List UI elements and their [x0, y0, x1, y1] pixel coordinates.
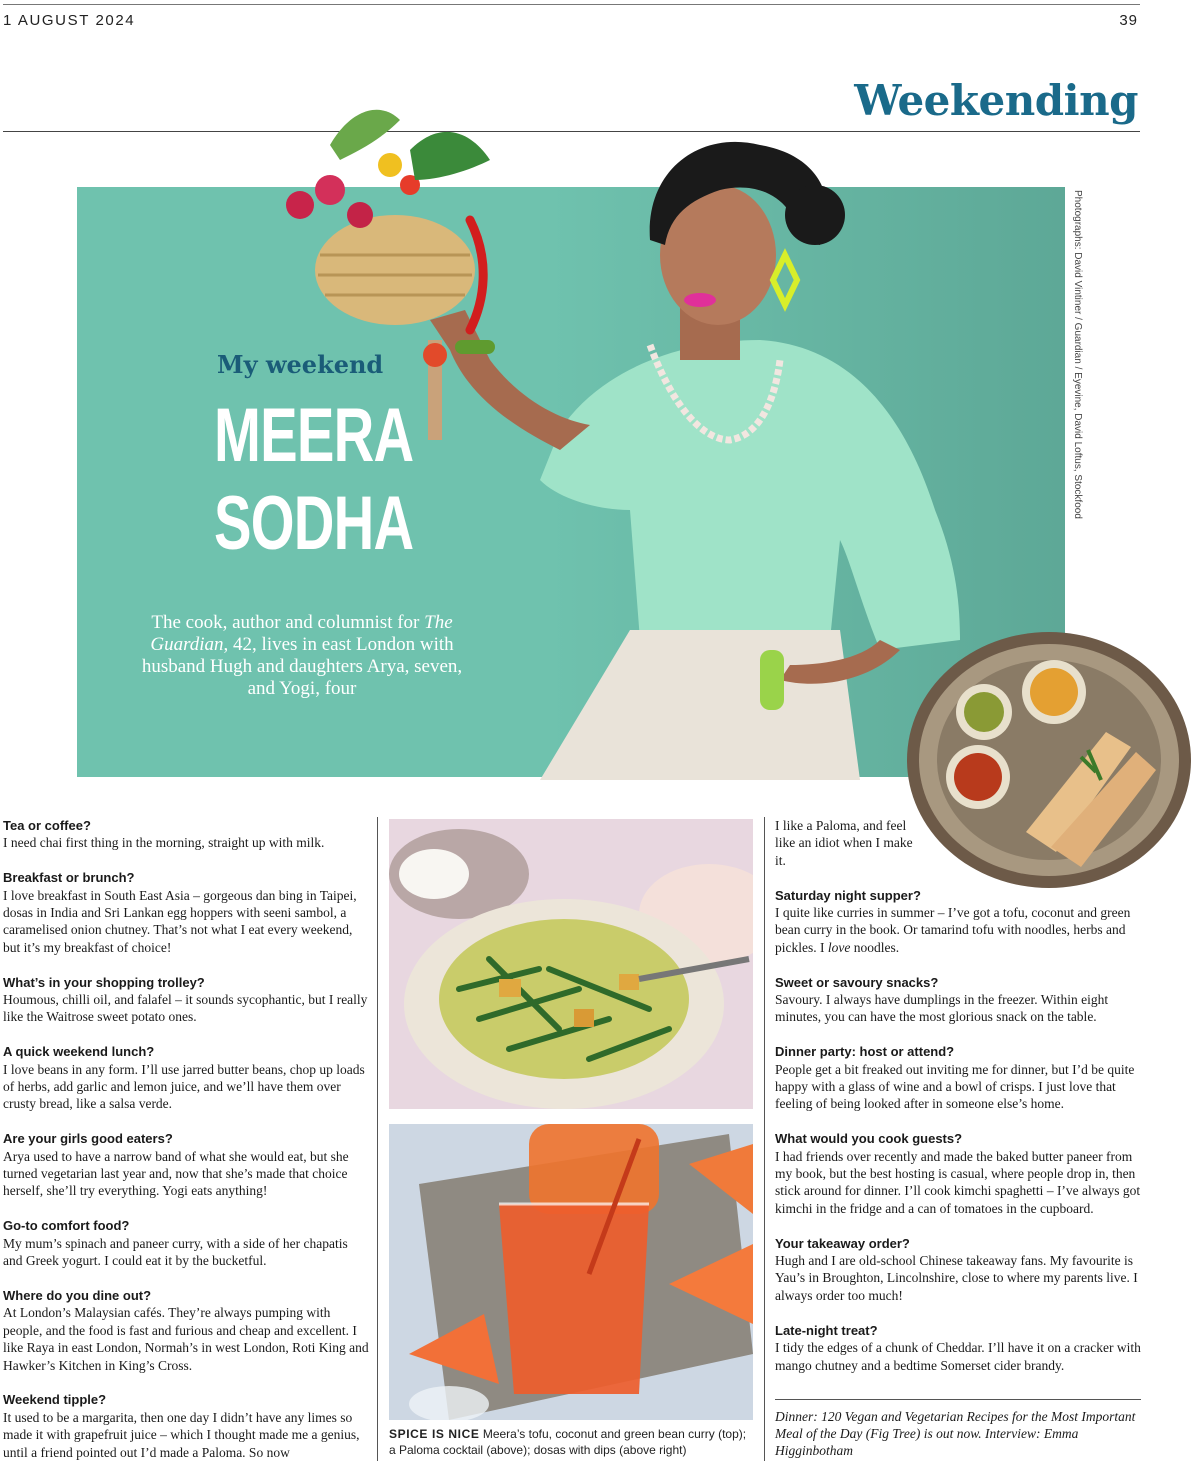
question: Go-to comfort food?: [3, 1218, 130, 1234]
tofu: [619, 974, 639, 990]
radish: [315, 175, 345, 205]
photo-credit: Photographs: David Vintiner / Guardian / Eyevine, David Loftus, Stockfood: [1072, 190, 1083, 519]
kicker: My weekend: [217, 350, 384, 379]
answer: I quite like curries in summer – I’ve got a tofu, coconut and green bean curry in the book. Or tamarind tofu with noodles, herbs and pickles. I love noodles.: [775, 905, 1131, 955]
col3-items: [775, 887, 1141, 1374]
tomato: [378, 153, 402, 177]
tofu: [574, 1009, 594, 1027]
tofu: [499, 979, 521, 997]
question: Saturday night supper?: [775, 887, 921, 903]
answer: I tidy the edges of a chunk of Cheddar. I’ll have it on a cracker with mango chutney and a bedtime Somerset cider brandy.: [775, 1340, 1141, 1373]
answer: I love beans in any form. I’ll use jarred butter beans, chop up loads of herbs, add garlic and lemon juice, and we’ll have them over crusty bread, like a salsa verde.: [3, 1061, 365, 1112]
qa-item: [3, 974, 369, 1026]
hair-bun: [785, 185, 845, 245]
issue-date: 1 AUGUST 2024: [3, 12, 136, 29]
question: Weekend tipple?: [3, 1392, 107, 1408]
answer: At London’s Malaysian cafés. They’re always pumping with people, and the food is fast and furious and cheap and excellent. I like Raya in east London, Normah’s in west London, Roti King and Hawker’s Kitchen in King’s Cross.: [3, 1305, 369, 1373]
answer: Hugh and I are old-school Chinese takeaway fans. My favourite is Yau’s in Broughton, Lincolnshire, close to where my parents live. I always order too much!: [775, 1253, 1138, 1303]
rice: [399, 849, 469, 899]
top-rule: [3, 4, 1140, 5]
answer: I love breakfast in South East Asia – gorgeous dan bing in Taipei, dosas in India and Sri Lankan egg hoppers with seeni sambol, a caramelised onion chutney. That’s not what I eat every weekend, but it’s my breakfast of choice!: [3, 887, 357, 955]
bracelet: [760, 650, 784, 710]
question: Sweet or savoury snacks?: [775, 974, 939, 990]
question: Are your girls good eaters?: [3, 1131, 173, 1147]
qa-item: [775, 1043, 1141, 1113]
question: What’s in your shopping trolley?: [3, 974, 205, 990]
answer: It used to be a margarita, then one day I didn’t have any limes so made it with grapefruit juice – which I thought made me a genius, until a friend pointed out I’d made a Paloma. So now: [3, 1409, 360, 1460]
greens: [410, 132, 490, 180]
lips: [684, 293, 716, 307]
glass: [499, 1204, 649, 1394]
pompom: [423, 343, 447, 367]
radish: [347, 202, 373, 228]
photo-caption: SPICE IS NICE Meera’s tofu, coconut and green bean curry (top); a Paloma cocktail (above); dosas with dips (above right): [389, 1427, 747, 1457]
raised-arm: [430, 310, 590, 450]
question: Dinner party: host or attend?: [775, 1044, 955, 1060]
pitcher: [529, 1124, 659, 1214]
qa-item: [3, 817, 369, 852]
qa-item: [3, 1130, 369, 1200]
earring: [773, 255, 797, 305]
qa-item: [3, 869, 369, 956]
answer: Arya used to have a narrow band of what she would eat, but she turned vegetarian last year and, now that she’s made that choice herself, she’ll try everything. Yogi eats anything!: [3, 1148, 349, 1199]
continuation-paragraph: I like a Paloma, and feel like an idiot when I make it.: [775, 818, 913, 868]
bracelet: [455, 340, 495, 354]
book-footnote: Dinner: 120 Vegan and Vegetarian Recipes for the Most Important Meal of the Day (Fig Tree) is out now. Interview: Emma Higginbotham: [775, 1399, 1141, 1459]
question: Tea or coffee?: [3, 818, 91, 833]
column-rule: [377, 817, 378, 1461]
qa-item: [775, 1322, 1141, 1374]
qa-item: [3, 1043, 369, 1113]
question: A quick weekend lunch?: [3, 1044, 155, 1060]
answer: I had friends over recently and made the baked butter paneer from my book, but the best hosting is casual, where people drop in, then stick around for dinner. I’ll cook kimchi spaghetti – I’ve always got kimchi in the fridge and a can of tomatoes in the cupboard.: [775, 1148, 1141, 1216]
headline-line-2: SODHA: [214, 481, 414, 566]
section-title: Weekending: [854, 76, 1138, 125]
basket: [315, 215, 475, 325]
qa-item: [775, 974, 1141, 1026]
greens: [330, 110, 400, 160]
column-rule: [764, 817, 765, 1461]
dal: [1030, 668, 1078, 716]
interview-column-1: [3, 817, 369, 1461]
qa-item: [3, 1391, 369, 1461]
answer: I need chai first thing in the morning, straight up with milk.: [3, 835, 325, 851]
interview-column-3: [775, 817, 1141, 1391]
page-number: 39: [1119, 12, 1138, 29]
qa-item: [775, 887, 1141, 957]
answer: People get a bit freaked out inviting me for dinner, but I’d be quite happy with a glass of wine and a bowl of crisps. I just love that feeling of being looked after in someone else’s home.: [775, 1061, 1135, 1112]
question: Late-night treat?: [775, 1322, 878, 1338]
headline-name: [214, 392, 413, 568]
answer: My mum’s spinach and paneer curry, with a side of her chapatis and Greek yogurt. I could eat it by the bucketful.: [3, 1235, 348, 1269]
curry-sauce: [439, 919, 689, 1079]
tomato-chutney: [954, 753, 1002, 801]
qa-item: [3, 1217, 369, 1269]
question: Your takeaway order?: [775, 1235, 910, 1251]
skirt-shape: [540, 630, 860, 780]
green-chutney: [964, 692, 1004, 732]
question: Breakfast or brunch?: [3, 870, 135, 886]
qa-item: [3, 1287, 369, 1374]
curry-photo: [389, 819, 753, 1109]
radish: [286, 191, 314, 219]
answer: Houmous, chilli oil, and falafel – it sounds sycophantic, but I really like the Waitrose sweet potato ones.: [3, 992, 368, 1025]
qa-item: [775, 1235, 1141, 1305]
question: Where do you dine out?: [3, 1287, 152, 1303]
answer: Savoury. I always have dumplings in the freezer. Within eight minutes, you can have the most glorious snack on the table.: [775, 992, 1109, 1025]
question: What would you cook guests?: [775, 1131, 963, 1147]
qa-item: [775, 1130, 1141, 1217]
headline-line-1: MEERA: [214, 393, 414, 478]
shirt-shape: [540, 340, 960, 650]
standfirst: The cook, author and columnist for The Guardian, 42, lives in east London with husband Hugh and daughters Arya, seven, and Yogi, four: [141, 612, 463, 699]
paloma-photo: [389, 1124, 753, 1420]
